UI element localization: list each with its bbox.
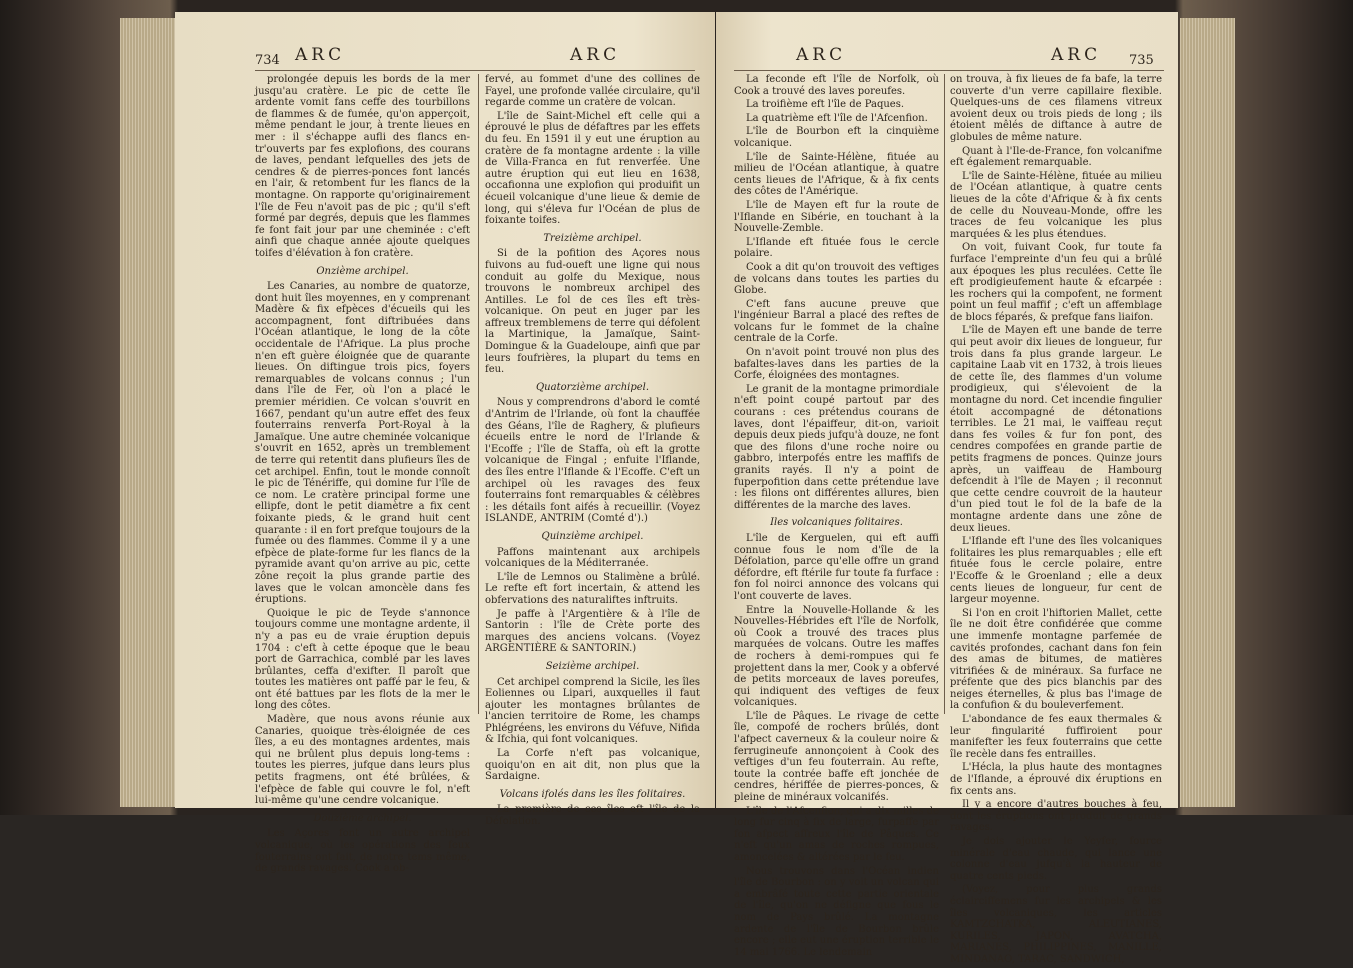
section-heading: Treizième archipel.: [543, 232, 642, 244]
paragraph: Cook a dit qu'on trouvoit des veftiges de volcans dans toutes les parties du Globe.: [734, 261, 939, 297]
paragraph: L'abondance de fes eaux thermales & leur fingularité fuffiroient pour manifefter les feux fouterrains que cette île recèle dans fes entrailles.: [950, 714, 1162, 760]
page-number-right: 735: [1129, 53, 1154, 68]
paragraph: Cet archipel comprend la Sicile, les îles Eoliennes ou Lipari, auxquelles il faut ajouter les montagnes brûlantes de l'ancien territoire de Rome, les champs Phlégréens, les environs du Véfuve, Nifida & Ifchia, qui font volcaniques.: [485, 676, 700, 746]
right-page-column-2: [950, 74, 1162, 968]
paragraph: Je paffe à l'Argentière & à l'île de Santorin : l'île de Crète porte des marques des anciens volcans. (Voyez ARGENTIÈRE & SANTORIN.): [485, 608, 700, 655]
section-heading: Onzième archipel.: [316, 265, 409, 277]
left-page-column-2: [485, 74, 700, 830]
right-page-edges: [1180, 18, 1235, 807]
paragraph: (Voyez, pour plus grands éclairciffemens fur les archipels & les îles volcaniques, les articles KAMTZCHATKA, ALEUTIANES, KURILES, JAPON, AVATCHA, MARIANES, PHILIPPINES, MANILLE, MINDANAO, TARAC, SANDWICH,: [950, 884, 1162, 965]
section-heading: Quatorzième archipel.: [535, 381, 650, 393]
page-number-left: 734: [255, 53, 280, 68]
paragraph: Il y a encore d'autres bouches à feu, dont les éruptions ont produit de grands ravages.: [950, 799, 1162, 834]
paragraph: Je dois ajouter le Yeyfer, fource minérale d'eau chaude, qui lance une colonne d'eau jufqu'à la hauteur de quatre cents pieds.: [950, 836, 1162, 882]
paragraph: L'île de Pâques. Le rivage de cette île, compofé de rochers brûlés, dont l'afpect caverneux & la couleur noire & ferrugineufe annonçoient à Cook des veftiges d'un feu fouterrain. Au refte, toute la contrée baffe eft jonchée de cendres, hériffée de pierres-ponces, & pleine de minéraux volcanifés.: [734, 710, 939, 804]
paragraph: La Corfe n'eft pas volcanique, quoiqu'on en ait dit, non plus que la Sardaigne.: [485, 748, 700, 783]
paragraph: Madère, que nous avons réunie aux Canaries, quoique très-éloignée de ces îles, a eu des montagnes ardentes, mais qui ne brûlent plus depuis long-tems : toutes les pierres, jufque dans leurs plus petits fragmens, ont été brûlées, & l'efpèce de fable qui couvre le fol, n'eft lui-même qu'une cendre volcanique.: [255, 714, 470, 807]
paragraph: Quant à l'Ile-de-France, fon volcanifme eft également remarquable.: [950, 145, 1162, 169]
paragraph: C'eft fans aucune preuve que l'ingénieur Barral a placé des reftes de volcans fur le fommet de la chaîne centrale de la Corfe.: [734, 298, 939, 345]
paragraph: L'île de Sainte-Hélène, fituée au milieu de l'Océan atlantique, à quatre cents lieues de la côte d'Afrique & à fix cents de celle du Nouveau-Monde, offre les traces de feu volcanique les plus marquées & les plus étendues.: [950, 170, 1162, 240]
paragraph: L'île de Lemnos ou Stalimène a brûlé. Le refte eft fort incertain, & attend les obfervations des naturaliftes inftruits.: [485, 571, 700, 606]
running-head-right: ARC: [1051, 45, 1102, 65]
paragraph: La feconde eft l'île de Norfolk, où Cook a trouvé des laves poreufes.: [734, 74, 939, 97]
paragraph: on trouva, à fix lieues de fa bafe, la terre couverte d'un verre capillaire flexible. Quelques-uns de ces filamens vitreux avoient deux ou trois pieds de long ; ils étoient mêlés de diftance à autre de globules de même nature.: [950, 74, 1162, 143]
paragraph: prolongée depuis les bords de la mer jusqu'au cratère. Le pic de cette île ardente vomit fans ceffe des tourbillons de flammes & de fumée, qu'on apperçoit, même pendant le jour, à trente lieues en mer : il s'échappe aufli des flancs en-tr'ouverts par fes explofions, des courans de laves, pendant lefquelles des jets de cendres & de pierres-ponces font lancés en l'air, & retombent fur les flancs de la montagne. On rapporte qu'originairement l'île de Feu n'avoit pas de pic ; qu'il s'eft formé par degrés, depuis que les flammes fe font fait jour par une cheminée : c'eft ainfi que chaque année ajoute quelques toifes d'élévation à fon cratère.: [255, 74, 470, 259]
paragraph: Paffons maintenant aux archipels volcaniques de la Méditerranée.: [485, 546, 700, 570]
section-heading: Iles volcaniques folitaires.: [770, 517, 903, 529]
paragraph: L'île de l'Afcenfion, qui a dix milles de long fur cinq à fix de large, furpaffe par fon afpect affreux l'île de Pâques. Ce n'eft qu'un amas de roches rompues, amoncelées & altérées par le feu.: [734, 805, 939, 863]
paragraph: On n'avoit point trouvé non plus des bafaltes-laves dans les parties de la Corfe, éloignées des montagnes.: [734, 347, 939, 382]
paragraph: L'île de Saint-Michel eft celle qui a éprouvé le plus de défaftres par les effets du feu. En 1591 il y eut une éruption au cratère de fa montagne ardente : la ville de Villa-Franca en fut renverfée. Une autre éruption qui eut lieu en 1638, occafionna une explofion qui produifit un écueil volcanique d'une lieue & demie de long, qui s'éleva fur l'Océan de plus de foixante toifes.: [485, 110, 700, 227]
column-divider: [944, 74, 945, 714]
section-heading: Quinzième archipel.: [541, 530, 644, 542]
paragraph: Quoique le pic de Teyde s'annonce toujours comme une montagne ardente, il n'y a pas eu de vraie éruption depuis 1704 : c'eft à cette époque que le beau port de Garrachica, comblé par les laves brûlantes, ceffa d'exifter. Il paroît que toutes les matières ont paffé par le feu, & ont été battues par les flots de la mer le long des côtes.: [255, 607, 470, 712]
section-heading: Seizième archipel.: [545, 660, 640, 672]
paragraph: L'île de Mayen eft fur la route de l'Iflande en Sibérie, en touchant à la Nouvelle-Zemble.: [734, 199, 939, 235]
paragraph: Le granit de la montagne primordiale n'eft point coupé partout par des courans : ces prétendus courans de laves, dont l'épaiffeur, dit-on, varioit depuis deux pieds jufqu'à douze, ne font que des filons d'une roche noire ou gabbro, interpofés entre les maffifs de granits rayés. Il n'y a point de fuperpofition dans cette prétendue lave : les filons ont différentes allures, bien différentes de la marche des laves.: [734, 383, 939, 511]
running-head-center: ARC: [570, 45, 621, 65]
paragraph: La première de ces îles eft l'île de la Défolation.: [485, 804, 700, 828]
section-heading: Volcans ifolés dans les îles folitaires.: [499, 788, 686, 800]
paragraph: La quatrième eft l'île de l'Afcenfion.: [746, 112, 928, 124]
left-page-edges: [120, 18, 175, 807]
paragraph: Si de la pofition des Açores nous fuivons au fud-oueft une ligne qui nous conduit au golfe du Mexique, nous trouvons le nombreux archipel des Antilles. Le fol de ces îles eft très-volcanique. On peut en juger par les affreux tremblemens de terre qui défolent la Martinique, la Jamaïque, Saint-Domingue & la Guadeloupe, ainfi que par leurs foufrières, la plupart du tems en feu.: [485, 248, 700, 376]
left-page: [175, 12, 715, 875]
paragraph: Les Canaries, au nombre de quatorze, dont huit îles moyennes, en y comprenant Madère & fix efpèces d'écueils qui les accompagnent, font diftribuées dans l'Océan atlantique, le long de la côte occidentale de l'Afrique. La plus proche n'en eft guère éloignée que de quarante lieues. On diftingue trois pics, foyers remarquables de volcans connus ; l'un dans l'île de Fer, où l'on a placé le premier méridien. Ce volcan s'ouvrit en 1667, pendant qu'un autre effet des feux fouterrains renverfa Port-Royal à la Jamaïque. Une autre cheminée volcanique s'ouvrit en 1652, après un tremblement de terre qui retentit dans plufieurs îles de cet archipel. Enfin, tout le monde connoît le pic de Ténériffe, qui domine fur l'île de ce nom. Le cratère principal forme une ellipfe, dont le petit diamètre a fix cent foixante pieds, & le grand huit cent quarante : il en fort prefque toujours de la fumée ou des flammes. Comme il y a une efpèce de plate-forme fur les flancs de la pyramide avant qu'on arrive au pic, cette zône reçoit la plus grande partie des laves que le volcan amoncèle dans fes éruptions.: [255, 281, 470, 606]
paragraph: L'Iflande eft l'une des îles volcaniques folitaires les plus remarquables ; elle eft fituée fous le cercle polaire, entre l'Ecoffe & le Groenland ; elle a deux cents lieues de longueur, fur cent de largeur moyenne.: [950, 536, 1162, 606]
paragraph: Nous trouvons dans l'Océan indien l'île de Bourbon : on y voit un volcan qui a embrâfé toute cette partie orientale de l'île, qu'on ne défigne que fous le nom de Pays brûlé. La montagne ardente de l'île de Bourbon brûle encore ; elle eut une éruption terrible le 14 mai 1766. Le lendemain: [734, 865, 939, 958]
paragraph: Les Açores font un autre archipel volcanique, où les opérations des feux fouterrains ont fait, de notre tems même, de grands ravages. Cook a ob-: [255, 828, 470, 875]
paragraph: Si l'on en croit l'hiftorien Mallet, cette île ne doit être confidérée que comme une immenfe montagne parfemée de cavités profondes, cachant dans fon fein des amas de bitumes, de matières vitrifiées & de minéraux. Sa furface ne préfente que des pics blanchis par des neiges éternelles, & plus bas l'image de la confufion & du bouleverfement.: [950, 607, 1162, 712]
column-divider: [478, 74, 479, 714]
paragraph: L'île de Sainte-Hélène, fituée au milieu de l'Océan atlantique, à quatre cents lieues de l'Afrique, & à fix cents des côtes de l'Amérique.: [734, 151, 939, 198]
right-page: [716, 12, 1178, 965]
running-head-center: ARC: [796, 45, 847, 65]
left-page-column-1: [255, 74, 470, 877]
section-heading: Douzième archipel.: [313, 812, 412, 824]
paragraph: L'île de Bourbon eft la cinquième volcanique.: [734, 126, 939, 149]
paragraph: L'île de Kerguelen, qui eft auffi connue fous le nom d'île de la Défolation, parce qu'elle offre un grand défordre, eft ftérile fur toute fa furface : fon fol noirci annonce des volcans qui l'ont couverte de laves.: [734, 532, 939, 602]
paragraph: fervé, au fommet d'une des collines de Fayel, une profonde vallée circulaire, qu'il regarde comme un cratère de volcan.: [485, 74, 700, 109]
paragraph: Nous y comprendrons d'abord le comté d'Antrim de l'Irlande, où font la chauffée des Géans, l'île de Raghery, & plufieurs écueils entre le nord de l'Irlande & l'Ecoffe ; l'île de Staffa, où eft la grotte volcanique de Fingal ; enfuite l'Iflande, des îles entre l'Iflande & l'Ecoffe. C'eft un archipel où les ravages des feux fouterrains font remarquables & célèbres : les détails font aifés à recueillir. (Voyez ISLANDE, ANTRIM (Comté d').): [485, 397, 700, 525]
paragraph: La troifième eft l'île de Paques.: [746, 99, 905, 111]
header-rule: [734, 70, 1164, 71]
paragraph: On voit, fuivant Cook, fur toute fa furface l'empreinte d'un feu qui a brûlé aux époques les plus reculées. Cette île eft prodigieufement haute & efcarpée : les rochers qui la compofent, ne forment point un feul maffif ; c'eft un affemblage de blocs féparés, & prefque fans liaifon.: [950, 242, 1162, 323]
paragraph: L'île de Mayen eft une bande de terre qui peut avoir dix lieues de longueur, fur trois dans fa plus grande largeur. Le capitaine Laab vit en 1732, à trois lieues de cette île, des flammes d'un volume prodigieux, qui s'élevoient de la montagne du nord. Cet incendie fingulier étoit accompagné de détonations terribles. Le 21 mai, le vaiffeau reçut dans fes voiles & fur fon pont, des cendres compofées en grande partie de petits fragmens de ponces. Quinze jours après, un vaiffeau de Hambourg defcendit à l'île de Mayen ; il reconnut que cette cendre couvroit de la hauteur d'un pied tout le fol de la bafe de la montagne ardente dans une zône de deux lieues.: [950, 325, 1162, 534]
paragraph: L'Hécla, la plus haute des montagnes de l'Iflande, a éprouvé dix éruptions en fix cents ans.: [950, 762, 1162, 797]
paragraph: L'Iflande eft fituée fous le cercle polaire.: [734, 236, 939, 260]
right-page-column-1: [734, 74, 939, 960]
running-head-left: ARC: [295, 45, 346, 65]
paragraph: Entre la Nouvelle-Hollande & les Nouvelles-Hébrides eft l'île de Norfolk, où Cook a trouvé des traces plus marquées de volcans. Outre les maffes de rochers à demi-rompues qui fe projettent dans la mer, Cook y a obfervé de petits morceaux de laves poreufes, qui indiquent des veftiges de feux volcaniques.: [734, 604, 939, 709]
header-rule: [255, 70, 695, 71]
